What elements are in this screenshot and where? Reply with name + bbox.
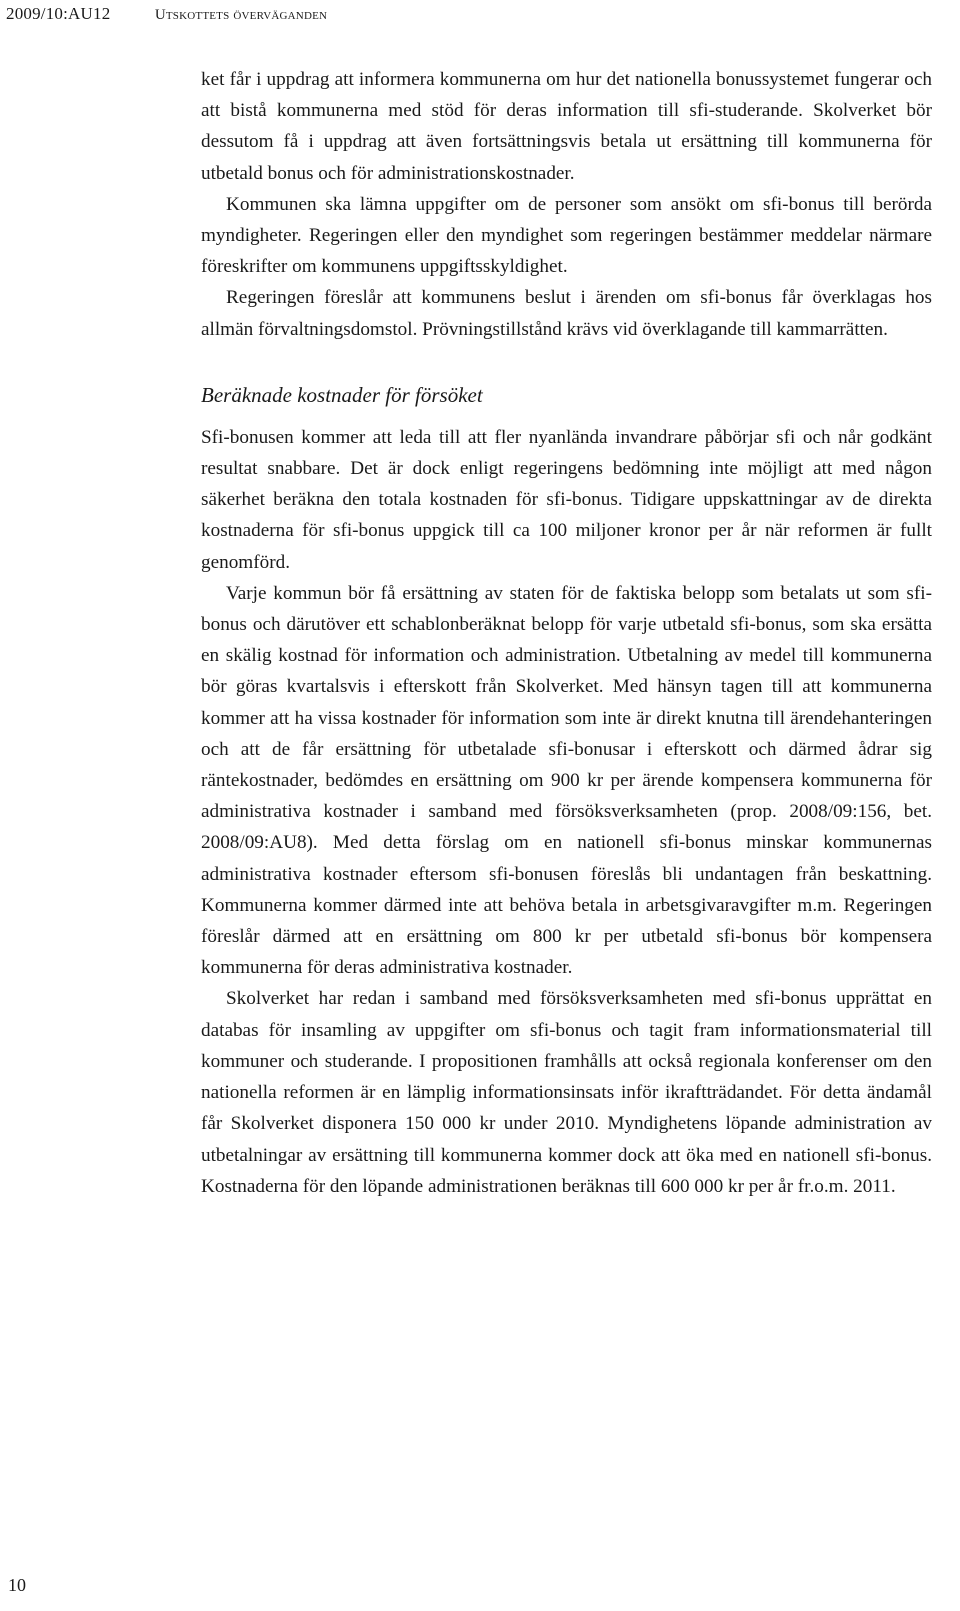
paragraph: Sfi-bonusen kommer att leda till att fler nyanlända invandrare påbörjar sfi och når godkänt resultat snabbare. Det är dock enligt regeringens bedömning inte möjligt att med någon säkerhet beräkna den totala kostnaden för sfi-bonus. Tidigare uppskattningar av de direkta kostnaderna för sfi-bonus uppgick till ca 100 miljoner kronor per år när reformen är fullt genomförd. (201, 426, 932, 573)
paragraph: Varje kommun bör få ersättning av staten för de faktiska belopp som betalats ut som sfi-bonus och därutöver ett schablonberäknat belopp för varje utbetald sfi-bonus, som ska ersätta en skälig kostnad för information och administration. Utbetalning av medel till kommunerna bör göras kvartalsvis i efterskott från Skolverket. Med hänsyn tagen till att kommunerna kommer att ha vissa kostnader för information som inte är direkt knutna till ärendehanteringen och att de får ersättning för utbetalade sfi-bonusar i efterskott och därmed ådrar sig räntekostnader, bedömdes en ersättning om 900 kr per ärende kompensera kommunerna för administrativa kostnader i samband med försöksverksamheten (prop. 2008/09:156, bet. 2008/09:​AU8). Med detta förslag om en nationell sfi-bonus minskar kommunernas administrativa kostnader eftersom sfi-bonusen föreslås bli undantagen från beskattning. Kommunerna kommer därmed inte att behöva betala in arbetsgivaravgifter m.m. Regeringen föreslår därmed att en ersättning om 800 kr per utbetald sfi-bonus bör kompensera kommunerna för deras administrativa kostnader. (201, 582, 932, 979)
paragraph-continued: ket får i uppdrag att informera kommunerna om hur det nationella bonussystemet fungerar och att bistå kommunerna med stöd för deras information till sfi-studerande. Skolverket bör dessutom få i uppdrag att även fortsättningsvis betala ut ersättning till kommunerna för utbetald bonus och för administrationskostnader. (201, 69, 932, 184)
paragraph: Regeringen föreslår att kommunens beslut i ärenden om sfi-bonus får överklagas hos allmän förvaltningsdomstol. Prövningstillstånd krävs vid överklagande till kammarrätten. (201, 287, 932, 340)
document-id: 2009/10:AU12 (6, 4, 111, 23)
running-section-title: Utskottets överväganden (154, 7, 328, 23)
section-heading: Beräknade kostnader för försöket (201, 382, 483, 407)
paragraph: Kommunen ska lämna uppgifter om de personer som ansökt om sfi-bonus till berörda myndigheter. Regeringen eller den myndighet som regeringen bestämmer meddelar närmare föreskrifter om kommunens uppgiftsskyldighet. (201, 193, 932, 278)
paragraph: Skolverket har redan i samband med försöksverksamheten med sfi-bonus upprättat en databas för insamling av uppgifter om sfi-bonus och tagit fram informationsmaterial till kommuner och studerande. I propositionen framhålls att också regionala konferenser om den nationella reformen är en lämplig informationsinsats inför ikraftträdandet. För detta ändamål får Skolverket disponera 150 000 kr under 2010. Myndighetens löpande administration av utbetalningar av ersättning till kommunerna kommer dock att öka med en nationell sfi-bonus. Kostnaderna för den löpande administrationen beräknas till 600 000 kr per år fr.o.m. 2011. (201, 988, 932, 1197)
page-body (201, 64, 932, 1202)
page-number: 10 (8, 1575, 26, 1595)
page-header (6, 4, 327, 24)
